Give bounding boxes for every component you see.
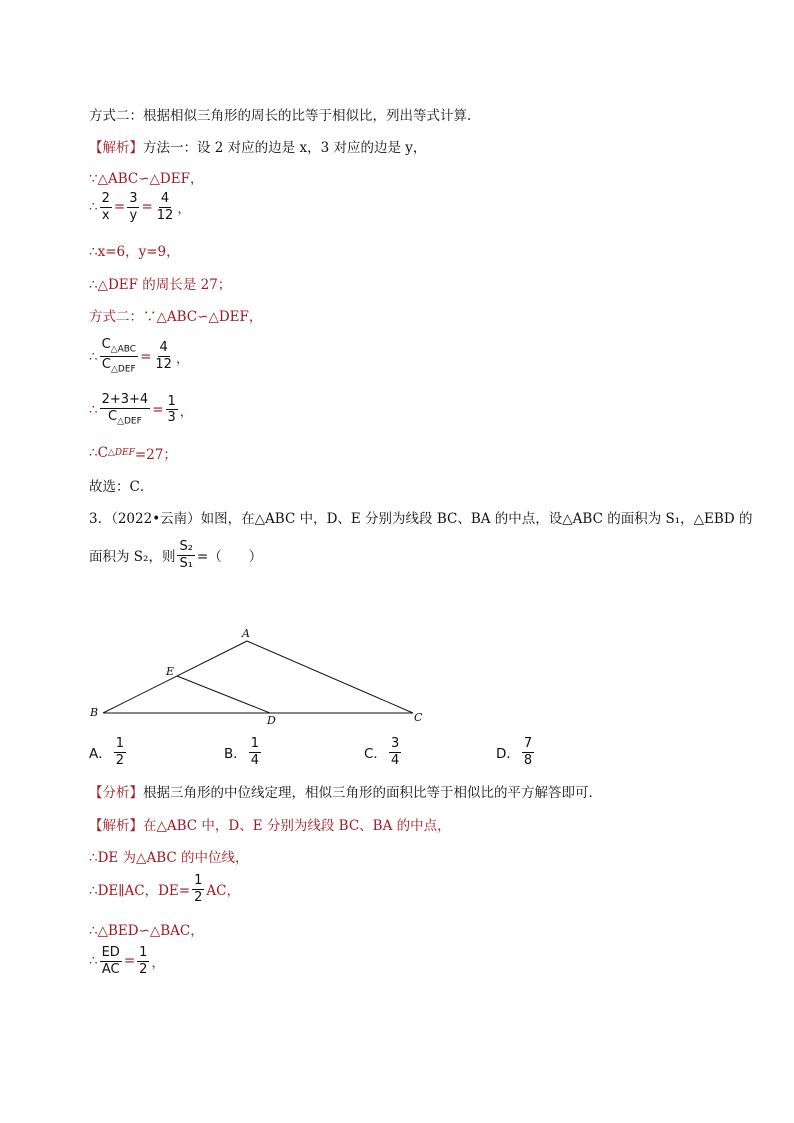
choice-fraction <box>114 737 126 767</box>
choice-a[interactable] <box>89 737 128 767</box>
solution-tag: 【解析】 <box>89 818 143 834</box>
numerator: 1 <box>139 945 148 960</box>
parallel-text: ∴DE∥AC，DE= <box>89 883 191 900</box>
similar-bed-text: ∴△BED∽△BAC， <box>89 923 204 939</box>
numerator: 1 <box>250 736 260 751</box>
solution-tag: 【解析】 <box>89 140 143 156</box>
denominator: 12 <box>155 357 172 373</box>
method-two-intro <box>89 104 481 124</box>
segment-ba <box>103 641 247 713</box>
choice-fraction <box>249 737 261 767</box>
comma: ， <box>175 350 190 367</box>
fraction-1-over-2 <box>137 946 149 976</box>
label-c: C <box>414 711 423 724</box>
choice-fraction <box>389 737 401 767</box>
denominator: AC <box>101 961 120 977</box>
therefore-symbol: ∴ <box>89 401 98 418</box>
numerator: 4 <box>160 191 170 206</box>
c-symbol: C <box>101 337 111 352</box>
choice-letter: B． <box>224 746 247 763</box>
choice-letter: D． <box>496 746 520 763</box>
triangle-figure <box>80 620 440 730</box>
fraction-4-over-12 <box>155 192 176 222</box>
numerator: 7 <box>523 736 533 751</box>
comma: ， <box>179 403 194 420</box>
fraction-sum-ratio <box>100 393 151 427</box>
numerator: ED <box>101 945 120 960</box>
numerator: 3 <box>129 191 138 206</box>
fraction-4-over-12 <box>153 341 174 371</box>
denominator: 2 <box>139 961 148 977</box>
choice-letter: C． <box>364 746 387 763</box>
label-a: A <box>242 627 250 640</box>
solution-line1 <box>89 814 451 834</box>
subscript: △DEF <box>117 416 142 427</box>
denominator: 3 <box>167 410 176 426</box>
method-one-text: 方法一：设 2 对应的边是 x，3 对应的边是 y， <box>143 140 427 156</box>
comma: ， <box>151 955 165 972</box>
segment-ac <box>247 641 413 713</box>
analysis-tag: 【分析】 <box>89 785 143 801</box>
analysis-text: 根据三角形的中位线定理，相似三角形的面积比等于相似比的平方解答即可． <box>143 785 602 801</box>
denominator: 4 <box>390 752 400 768</box>
equals-sign: = <box>113 199 126 216</box>
numerator <box>100 338 138 357</box>
choice-c[interactable] <box>364 737 403 767</box>
numerator: 1 <box>194 873 203 888</box>
ac-text: AC， <box>206 883 240 900</box>
method-two-line <box>89 305 262 325</box>
choice-d[interactable] <box>496 737 536 767</box>
perimeter-text: ∴△DEF 的周长是 27； <box>89 277 232 293</box>
c-symbol: C <box>101 357 111 373</box>
equals-sign: = <box>140 348 152 365</box>
solution-line4 <box>89 919 204 939</box>
question-3-line1 <box>89 507 752 527</box>
denominator <box>106 409 144 427</box>
answer-line <box>89 475 153 495</box>
question-text-cont: 面积为 S₂，则 <box>89 549 176 566</box>
equals-sign: = <box>123 953 136 970</box>
choice-fraction <box>522 737 534 767</box>
question-text: 3．（2022•云南）如图，在△ABC 中，D、E 分别为线段 BC、BA 的中点，设△ABC 的面积为 S₁，△EBD 的 <box>89 511 753 527</box>
numerator: 1 <box>115 736 125 751</box>
therefore-c: ∴C <box>89 445 108 461</box>
numerator: 1 <box>167 393 176 409</box>
numerator: 2+3+4 <box>101 392 149 407</box>
method-two-text: 方式二：根据相似三角形的周长的比等于相似比，列出等式计算． <box>89 108 481 124</box>
solution-line5 <box>89 946 165 976</box>
solution-line2 <box>89 846 248 866</box>
sum-ratio-equation <box>89 393 193 427</box>
denominator: S₁ <box>179 555 193 571</box>
solution-header-line <box>89 136 426 156</box>
method-two-similar-text: 方式二：∵△ABC∽△DEF， <box>89 309 263 325</box>
subscript: △ABC <box>110 344 137 355</box>
fraction-3-over-y <box>127 192 139 222</box>
label-b: B <box>90 706 99 719</box>
therefore-symbol: ∴ <box>89 199 98 216</box>
equals-sign: = <box>152 401 164 418</box>
fraction-s2-over-s1 <box>177 540 194 570</box>
denominator: x <box>101 207 110 223</box>
denominator: 12 <box>156 207 174 223</box>
choice-b[interactable] <box>224 737 263 767</box>
equals-sign: = <box>141 199 153 216</box>
subscript: △DEF <box>111 364 136 375</box>
denominator: 4 <box>250 752 260 768</box>
fraction-1-over-2 <box>192 874 204 904</box>
denominator: 8 <box>523 752 533 768</box>
xy-values-text: ∴x=6，y=9， <box>89 244 180 260</box>
numerator: S₂ <box>179 539 193 554</box>
comma: ， <box>177 201 191 218</box>
perimeter-result <box>89 273 231 293</box>
analysis-line <box>89 781 602 801</box>
similar-statement <box>89 167 203 187</box>
fraction-2-over-x <box>100 192 112 222</box>
solution-text: 在△ABC 中，D、E 分别为线段 BC、BA 的中点， <box>143 818 451 834</box>
answer-blank: =（ ） <box>196 549 263 566</box>
midline-text: ∴DE 为△ABC 的中位线， <box>89 850 249 866</box>
c-symbol: C <box>108 408 118 424</box>
numerator: 2 <box>101 191 110 206</box>
therefore-symbol: ∴ <box>89 348 98 365</box>
therefore-symbol: ∴ <box>89 953 98 970</box>
numerator: 4 <box>159 340 168 356</box>
label-e: E <box>166 665 175 678</box>
numerator: 3 <box>390 736 400 751</box>
segment-ed <box>177 676 270 713</box>
xy-values <box>89 240 180 260</box>
choice-letter: A． <box>89 746 112 763</box>
label-d: D <box>267 714 276 727</box>
denominator: 2 <box>194 889 203 905</box>
perimeter-def-result <box>89 443 177 463</box>
subscript: △DEF <box>107 448 135 458</box>
denominator: 2 <box>115 752 125 768</box>
similar-text: ∵△ABC∽△DEF， <box>89 171 204 187</box>
denominator: y <box>129 207 138 223</box>
denominator <box>100 357 138 375</box>
fraction-1-over-3 <box>166 395 178 425</box>
ratio-equation <box>89 192 191 222</box>
perimeter-ratio-equation <box>89 338 189 375</box>
solution-line3 <box>89 874 240 904</box>
fraction-ed-over-ac <box>100 946 122 976</box>
question-3-line2 <box>89 540 262 570</box>
answer-text: 故选：C． <box>89 479 154 495</box>
fraction-perimeter-ratio <box>100 338 138 375</box>
result-value: =27； <box>134 447 177 463</box>
